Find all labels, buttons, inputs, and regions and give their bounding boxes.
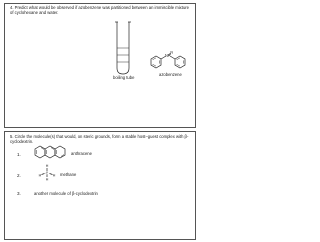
azobenzene-label: azobenzene: [159, 72, 182, 77]
azo-nitrogen-2: N: [170, 50, 174, 55]
boiling-tube-label: boiling tube: [113, 75, 135, 80]
question-5-text: 5. Circle the molecule(s) that would, on steric grounds, form a stable host–guest complex with β-cyclodextrin.: [10, 134, 189, 145]
methane-carbon: C: [45, 171, 49, 176]
azo-nitrogen-1: N: [165, 53, 168, 58]
question-4-box: [4, 3, 196, 128]
option-2-number: 2.: [17, 173, 21, 178]
methane-h-bottom: H: [45, 177, 49, 182]
methane-structure: [5, 132, 197, 241]
option-3-label: another molecule of β-cyclodextrin: [34, 191, 98, 196]
azobenzene-structure: [5, 4, 197, 129]
option-1-number: 1.: [17, 152, 21, 157]
option-3-number: 3.: [17, 191, 21, 196]
question-4-text: 4. Predict what would be observed if azobenzene was partitioned between an immiscible mixture of cyclohexane and water.: [10, 5, 189, 16]
option-1-label: anthracene: [71, 151, 92, 156]
option-2-label: methane: [60, 172, 77, 177]
methane-h-right: H: [52, 173, 56, 178]
question-5-box: [4, 131, 196, 240]
methane-h-top: H: [45, 164, 49, 168]
methane-h-left: H: [38, 173, 42, 178]
